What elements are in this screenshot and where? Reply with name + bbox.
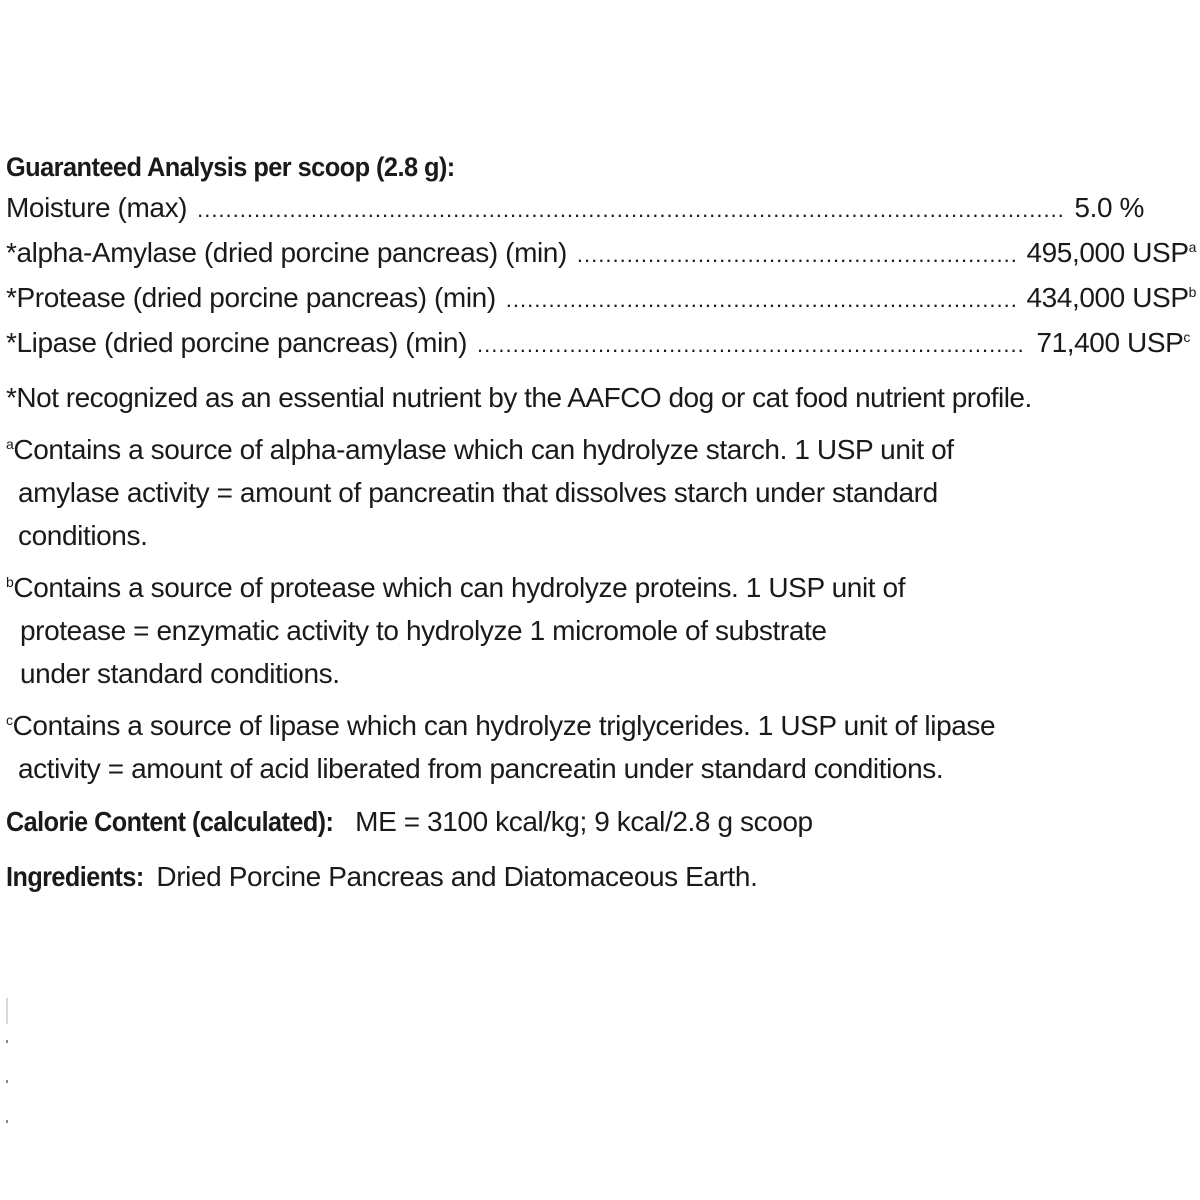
footnote-a: [6, 428, 1196, 557]
footnote-line: amylase activity = amount of pancreatin that dissolves starch under standard: [18, 477, 938, 508]
analysis-row-name: *Protease (dried porcine pancreas) (min): [6, 282, 496, 313]
stray-mark: [6, 1120, 8, 1123]
analysis-row-name: *Lipase (dried porcine pancreas) (min): [6, 327, 468, 358]
footnote-line: [6, 704, 1196, 747]
footnote-mark: a: [6, 436, 14, 452]
analysis-row-amylase: [6, 231, 1196, 276]
guaranteed-analysis-label: [6, 148, 1196, 899]
analysis-row-value: [1036, 321, 1190, 364]
calorie-text: ME = 3100 kcal/kg; 9 kcal/2.8 g scoop: [347, 806, 813, 837]
dot-leader: [477, 323, 1026, 366]
analysis-row-lipase: [6, 321, 1196, 366]
footnote-line: [6, 566, 1196, 609]
value-text: 434,000 USP: [1026, 282, 1189, 313]
footnote-line: conditions.: [18, 520, 148, 551]
aafco-note: *Not recognized as an essential nutrient by the AAFCO dog or cat food nutrient profile.: [6, 382, 1032, 413]
stray-mark: [6, 1040, 8, 1043]
value-text: 71,400 USP: [1036, 327, 1184, 358]
footnote-text: Contains a source of protease which can hydrolyze proteins. 1 USP unit of: [13, 572, 906, 603]
footnote-line: protease = enzymatic activity to hydrolyze 1 micromole of substrate: [20, 615, 827, 646]
calorie-content: [6, 800, 1196, 844]
dot-leader: [577, 233, 1017, 276]
analysis-row-value: [1026, 276, 1196, 319]
value-text: 495,000 USP: [1026, 237, 1189, 268]
value-text: 5.0 %: [1074, 192, 1144, 223]
dot-leader: [506, 278, 1017, 321]
footnote-line: [6, 428, 1196, 471]
analysis-row-name: Moisture (max): [6, 192, 188, 223]
footnote-b: [6, 566, 1196, 695]
analysis-heading: Guaranteed Analysis per scoop (2.8 g):: [6, 152, 455, 182]
ingredients-label: Ingredients:: [6, 861, 144, 892]
footnote-line: activity = amount of acid liberated from pancreatin under standard conditions.: [18, 753, 944, 784]
footnote-mark: b: [1188, 284, 1196, 300]
footnote-text: Contains a source of lipase which can hydrolyze triglycerides. 1 USP unit of lipase: [12, 710, 996, 741]
analysis-row-name: *alpha-Amylase (dried porcine pancreas) (min): [6, 237, 567, 268]
analysis-row-protease: [6, 276, 1196, 321]
stray-mark: [6, 998, 8, 1024]
footnote-line: under standard conditions.: [20, 658, 340, 689]
footnote-mark: b: [6, 574, 14, 590]
ingredients-text: Dried Porcine Pancreas and Diatomaceous Earth.: [149, 861, 758, 892]
footnote-text: Contains a source of alpha-amylase which can hydrolyze starch. 1 USP unit of: [13, 434, 954, 465]
footnote-mark: c: [6, 712, 13, 728]
footnote-c: [6, 704, 1196, 790]
footnote-mark: a: [1188, 239, 1196, 255]
analysis-row-value: [1026, 231, 1196, 274]
calorie-label: Calorie Content (calculated):: [6, 806, 334, 837]
ingredients: [6, 855, 1196, 899]
dot-leader: [197, 188, 1064, 231]
footnote-mark: c: [1183, 329, 1190, 345]
analysis-row-value: [1074, 186, 1144, 229]
stray-mark: [6, 1080, 8, 1083]
analysis-row-moisture: [6, 186, 1196, 231]
